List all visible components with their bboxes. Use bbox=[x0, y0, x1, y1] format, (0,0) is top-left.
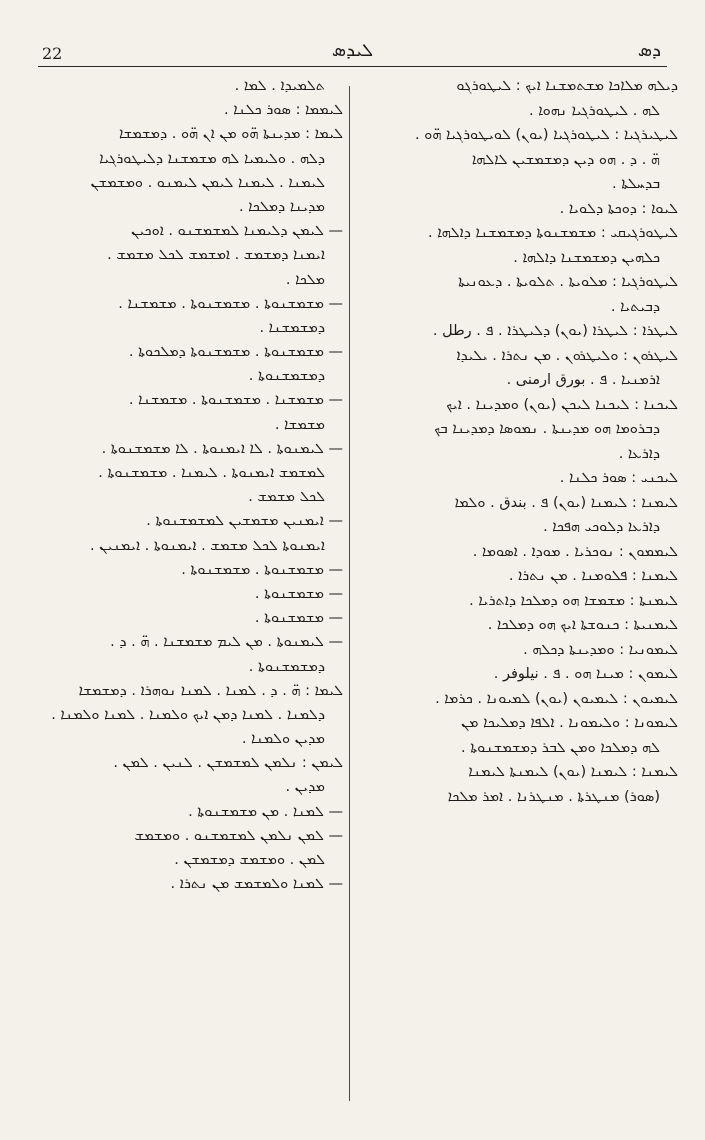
continuation-line: ܟܠܗܝܢ ܕܡܫܡܫܢܐ ܕܐܠܗܐ . bbox=[513, 249, 660, 266]
continuation-line: ܐܝܡܢܐ ܕܡܫܡܫ . ܐܡܫܡܫ ܠܟܠ ܡܫܡܫ . bbox=[107, 247, 325, 264]
continuation-line: (ܣܘܪ) ܡܢܛܪܬܐ . ܡܢܛܪܢܐ . ܐܡܪ ܡܠܟܐ bbox=[447, 788, 660, 805]
entry-line: — ܡܫܡܫܢܘܬܐ . bbox=[254, 610, 343, 627]
entry-line: — ܠܝܡܢܘܬܐ . ܠܐ ܐܝܡܢܘܬܐ . ܠܐ ܡܫܡܫܢܘܬܐ . bbox=[101, 440, 343, 457]
continuation-line: ܕܠܡܢܐ . ܠܡܢܐ ܕܡܢ ܐܝܟ ܘܠܡܢܐ . ܠܡܢܐ ܘܠܡܢܐ . bbox=[51, 706, 325, 723]
entry-line: ܠܝܡܢܐ : ܦܠܘܡܢܐ . ܡܢ ܢܬܪܐ . bbox=[508, 568, 678, 584]
entry-line: ܠܝܡܢܐ : ܠܝܡܢܐ (ܝܘܢ) ܦ . بندق . ܘܠܡܐ bbox=[454, 494, 678, 511]
section-letter: ܕܣ bbox=[637, 40, 661, 61]
continuation-line: ܒܕܚܠܬܐ . bbox=[612, 176, 660, 192]
continuation-line: ܕܡܫܡܫܢܐ . bbox=[259, 319, 325, 336]
entry-line: ܠܝܛܘܪܓܝܩܝ : ܡܫܡܫܢܘܬܐ ܕܡܫܡܫܢܐ ܕܐܠܗܐ . bbox=[428, 225, 678, 241]
entry-line: ܠܝܘܐ : ܕܘܟܬܐ ܕܠܘܝܐ . bbox=[559, 200, 678, 217]
continuation-line: ܕܠܗ . ܘܠܝܡܝܐ ܠܗ ܡܫܡܫܢܐ ܕܠܝܛܘܪܓܝܐ bbox=[99, 150, 325, 167]
continuation-line: ܡܠܟܐ . bbox=[285, 271, 325, 288]
right-column bbox=[358, 74, 678, 809]
continuation-line: ܕܐܪܥܐ . bbox=[618, 445, 660, 462]
entry-line: ܠܝܡܐ : ܡܕܝܢܬܐ ܗ̈ܘ ܡܢ ܐܢ ܗ̈ܘ . ܕܡܫܡܫܐ bbox=[119, 126, 343, 143]
entry-line: ܠܝܡܢܐ : ܠܝܡܢܐ (ܝܘܢ) ܠܝܡܢܬܐ ܠܝܡܢܐ bbox=[468, 764, 678, 780]
continuation-line: ܡܕܝܢ ܘܠܡܢܐ . bbox=[241, 731, 325, 748]
entry-line: ܠܝܛܝܪܓܝܐ : ܠܝܛܘܪܓܝܐ (ܝܘܢ) ܠܘܝܛܘܪܓܝܐ ܗ̈ܘ . bbox=[415, 127, 678, 143]
continuation-line: ܐܪܡܢܝܐ . ܦ . بورق ارمنى . bbox=[506, 372, 660, 388]
entry-line: — ܡܫܡܫܢܘܬܐ . ܡܫܡܫܢܘܬܐ ܕܡܠܟܘܬܐ . bbox=[128, 344, 343, 361]
entry-line: — ܡܫܡܫܢܐ . ܡܫܡܫܢܘܬܐ . ܡܫܡܫܢܐ . bbox=[128, 392, 343, 409]
header-rule bbox=[38, 66, 667, 67]
entry-line: ܠܝܡܘܢܐ : ܘܠܝܡܘܢܐ . ܐܠܦܐ ܕܡܠܝܟܐ ܡܢ bbox=[461, 715, 678, 731]
page-header bbox=[32, 40, 673, 66]
entry-line: ܠܝܡܡܘܢ : ܢܘܟܪܝܐ . ܡܘܕܐ . ܐܣܘܡܐ . bbox=[472, 543, 678, 560]
continuation-line: ܠܡܫܡܫ ܐܝܡܢܘܬܐ . ܠܝܡܢܐ . ܡܫܡܫܢܘܬܐ . bbox=[98, 465, 325, 481]
entry-line: ܠܝܡܘܢܝܐ : ܘܡܕܝܢܬܐ ܕܟܠܗ . bbox=[523, 641, 678, 658]
page-number: 22 bbox=[42, 44, 63, 63]
entry-line: — ܠܡܢܐ ܘܠܡܫܡܫ ܡܢ ܢܬܪܐ . bbox=[170, 876, 343, 893]
entry-line: ܠܝܛܪܐ : ܠܝܛܪܐ (ܝܘܢ) ܕܠܝܛܪܐ . ܦ . رطل . bbox=[432, 323, 678, 339]
entry-line: ܠܝܡܝܘܢ : ܠܝܡܝܘܢ (ܝܘܢ) ܠܡܝܘܢܐ . ܟܪܡܐ . bbox=[435, 690, 678, 707]
entry-line: ܠܝܟܢܐ : ܠܝܟܢܐ ܠܝܟܢ (ܝܘܢ) ܘܡܕܝܢܐ . ܐܝܟ bbox=[446, 396, 678, 413]
entry-line: — ܡܫܡܫܢܘܬܐ . ܡܫܡܫܢܘܬܐ . ܡܫܡܫܢܐ . bbox=[118, 295, 343, 312]
column-divider bbox=[349, 86, 350, 1101]
entry-line: ܠܝܛܘܪܓܝܐ : ܡܠܘܝܬܐ . ܬܠܘܝܬܐ . ܕܥܘܢܝܬܐ bbox=[458, 274, 678, 290]
entry-line: — ܠܡܢܐ . ܡܢ ܡܫܡܫܢܘܬܐ . bbox=[188, 803, 343, 820]
continuation-line: ܕܡܫܡܫܢܘܬܐ . bbox=[248, 658, 325, 675]
entry-line: ܠܝܡܢ : ܢܠܡܢ ܠܡܫܡܫܢ . ܠܢܝܢ . ܠܡܢ . bbox=[113, 755, 343, 772]
left-column bbox=[33, 74, 343, 896]
entry-line: ܠܝܡܡܐ : ܣܘܪ ܟܠܢܐ . bbox=[224, 102, 343, 119]
continuation-line: ܕܒܪܘܡܐ ܗܘ ܡܕܝܢܬܐ . ܢܡܘܣܐ ܕܡܕܝܢܐ ܒܟ bbox=[434, 421, 660, 437]
entry-line: — ܐܝܡܢܝܢ ܡܫܡܫܝܢ ܠܡܫܡܫܢܘܬܐ . bbox=[146, 513, 343, 530]
continuation-line: ܕܐܪܥܐ ܕܠܘܟܝ ܗܦܟܐ . bbox=[543, 519, 660, 535]
continuation-line: ܗ̈ . ܕ . ܗܘ ܕܝܢ ܕܡܫܡܫܝܢ ܠܐܠܗܐ bbox=[471, 151, 660, 168]
continuation-line: ܬܠܡܝܕܐ . ܠܡܐ . bbox=[234, 78, 325, 94]
entry-line: — ܠܝܡܢܘܬܐ . ܡܢ ܠܝܡ ܡܫܡܫܢܐ . ܗ̈ . ܕ . bbox=[110, 634, 343, 651]
continuation-line: ܕܡܫܡܫܢܘܬܐ . bbox=[248, 368, 325, 385]
continuation-line: ܠܗ ܕܡܠܟܐ ܘܡܢ ܠܒܪ ܕܡܫܡܫܢܘܬܐ . bbox=[461, 739, 660, 756]
entry-line: — ܠܡܢ ܢܠܡܢ ܠܡܫܡܫܢܘ . ܘܡܫܡܫ bbox=[134, 827, 343, 844]
continuation-line: ܠܟܠ ܡܫܡܫ . bbox=[248, 489, 325, 506]
entry-line: — ܡܫܡܫܢܘܬܐ . bbox=[254, 585, 343, 602]
continuation-line: ܡܕܝܢܐ ܕܡܠܟܐ . bbox=[238, 198, 325, 215]
running-title: ܠܝܕܣ bbox=[331, 40, 374, 61]
entry-line: — ܠܝܡܢ ܕܠܝܡܢܐ ܠܡܫܡܫܢܘ . ܐܘܟܝܢ bbox=[131, 223, 343, 240]
entry-line: ܠܝܡܐ : ܗ̈ . ܕ . ܠܡܢܐ . ܠܡܢܐ ܢܘܗܪܐ . ܕܡܫܡܫܐ bbox=[78, 682, 343, 699]
entry-line: ܠܝܡܢܬܐ : ܡܫܡܫܐ ܗܘ ܕܡܠܟܐ ܕܐܬܪܝܐ . bbox=[469, 592, 678, 609]
entry-line: ܠܝܛܪܘܢ : ܘܠܝܛܪܘܢ . ܡܢ ܢܬܪܐ . ܝܠܝܕܐ bbox=[456, 347, 678, 364]
continuation-line: ܡܫܡܫܐ . bbox=[274, 416, 325, 433]
entry-line: ܕܝܠܗ ܡܠܐܟܐ ܡܫܬܡܫܢܐ ܐܝܟ : ܠܝܛܘܪܓܘ bbox=[456, 78, 678, 94]
continuation-line: ܠܗ . ܠܝܛܘܪܓܝܐ ܢܗܘܐ . bbox=[529, 102, 660, 119]
continuation-line: ܡܕܝܢ . bbox=[285, 779, 325, 796]
entry-line: — ܡܫܡܫܢܘܬܐ . ܡܫܡܫܢܘܬܐ . bbox=[181, 561, 343, 578]
continuation-line: ܠܡܢ . ܘܡܫܡܫ ܕܡܫܡܫܢ . bbox=[174, 852, 325, 868]
continuation-line: ܠܝܡܢܐ . ܠܝܡܢܐ ܠܝܡܢ ܠܝܡܢܘ . ܘܡܫܡܫܢ bbox=[90, 174, 325, 191]
entry-line: ܠܝܡܘܢ : ܡܝܢܐ ܗܘ . ܦ . نيلوفر . bbox=[493, 666, 678, 682]
entry-line: ܠܝܡܢܝܬܐ : ܟܢܘܫܬܐ ܐܝܟ ܗܘ ܕܡܠܟܐ . bbox=[487, 617, 678, 633]
entry-line: ܠܝܟܢܝ : ܣܘܪ ܟܠܢܐ . bbox=[559, 470, 678, 486]
continuation-line: ܐܝܡܢܘܬܐ ܠܟܠ ܡܫܡܫ . ܐܝܡܢܘܬܐ . ܐܝܡܢܝܢ . bbox=[90, 537, 325, 554]
continuation-line: ܕܒܝܬܝܐ . bbox=[610, 298, 660, 315]
